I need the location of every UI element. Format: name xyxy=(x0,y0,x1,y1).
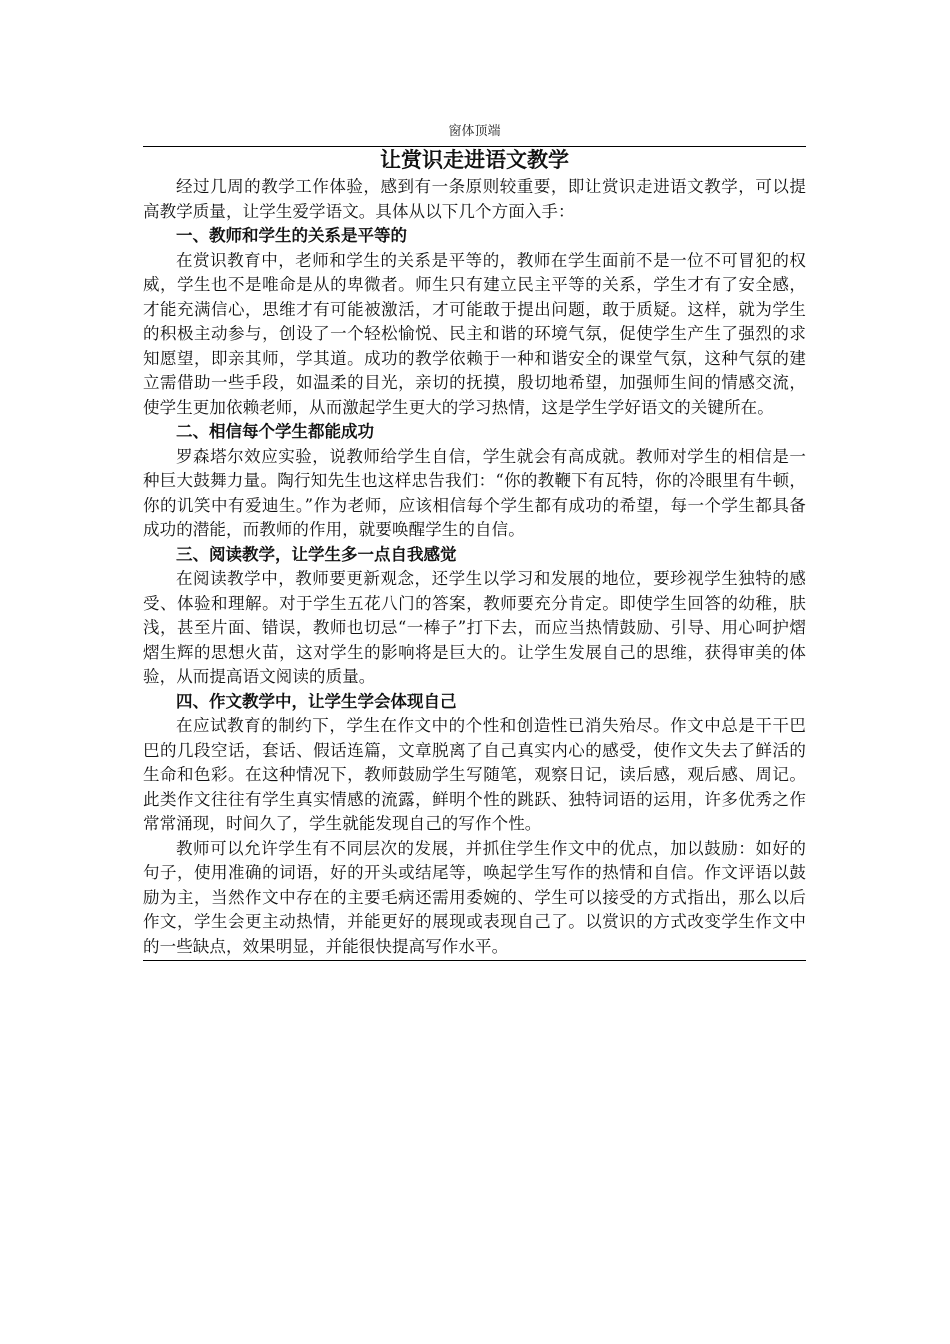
section-heading: 一、教师和学生的关系是平等的 xyxy=(176,226,407,245)
section-3 xyxy=(143,543,806,690)
section-paragraph: 在阅读教学中，教师要更新观念，还学生以学习和发展的地位，要珍视学生独特的感受、体验和理解。对于学生五花八门的答案，教师要充分肯定。即使学生回答的幼稚，肤浅，甚至片面、错误，教师也切忌“一棒子”打下去，而应当热情鼓励、引导、用心呵护熠熠生辉的思想火苗，这对学生的影响将是巨大的。让学生发展自己的思维，获得审美的体验，从而提高语文阅读的质量。 xyxy=(143,569,806,686)
section-heading: 二、相信每个学生都能成功 xyxy=(176,422,374,441)
document-title: 让赏识走进语文教学 xyxy=(380,147,569,172)
section-paragraph: 在应试教育的制约下，学生在作文中的个性和创造性已消失殆尽。作文中总是干干巴巴的几段空话，套话、假话连篇，文章脱离了自己真实内心的感受，使作文失去了鲜活的生命和色彩。在这种情况下，教师鼓励学生写随笔，观察日记，读后感，观后感、周记。此类作文往往有学生真实情感的流露，鲜明个性的跳跃、独特词语的运用，许多优秀之作常常涌现，时间久了，学生就能发现自己的写作个性。 xyxy=(143,716,806,833)
document-page xyxy=(143,122,806,961)
section-paragraph: 罗森塔尔效应实验，说教师给学生自信，学生就会有高成就。教师对学生的相信是一种巨大鼓舞力量。陶行知先生也这样忠告我们：“你的教鞭下有瓦特，你的冷眼里有牛顿，你的讥笑中有爱迪生。”作为老师，应该相信每个学生都有成功的希望，每一个学生都具备成功的潜能，而教师的作用，就要唤醒学生的自信。 xyxy=(143,446,806,539)
section-heading: 四、作文教学中，让学生学会体现自己 xyxy=(176,691,457,711)
section-2 xyxy=(143,420,806,543)
form-top-label: 窗体顶端 xyxy=(448,124,501,139)
section-paragraph: 在赏识教育中，老师和学生的关系是平等的，教师在学生面前不是一位不可冒犯的权威，学生也不是唯命是从的卑微者。师生只有建立民主平等的关系，学生才有了安全感，才能充满信心，思维才有可能被激活，才可能敢于提出问题，敢于质疑。这样，就为学生的积极主动参与，创设了一个轻松愉悦、民主和谐的环境气氛，促使学生产生了强烈的求知愿望，即亲其师，学其道。成功的教学依赖于一种和谐安全的课堂气氛，这种气氛的建立需借助一些手段，如温柔的目光，亲切的抚摸，殷切地希望，加强师生间的情感交流，使学生更加依赖老师，从而激起学生更大的学习热情，这是学生学好语文的关键所在。 xyxy=(143,250,806,417)
section-4 xyxy=(143,690,806,960)
section-1 xyxy=(143,224,806,420)
intro-paragraph: 经过几周的教学工作体验，感到有一条原则较重要，即让赏识走进语文教学，可以提高教学质量，让学生爱学语文。具体从以下几个方面入手： xyxy=(143,177,806,221)
bottom-divider xyxy=(143,960,806,961)
section-heading: 三、阅读教学，让学生多一点自我感觉 xyxy=(176,544,457,564)
section-paragraph: 教师可以允许学生有不同层次的发展，并抓住学生作文中的优点，加以鼓励：如好的句子，使用准确的词语，好的开头或结尾等，唤起学生写作的热情和自信。作文评语以鼓励为主，当然作文中存在的主要毛病还需用委婉的、学生可以接受的方式指出，那么以后作文，学生会更主动热情，并能更好的展现或表现自己了。以赏识的方式改变学生作文中的一些缺点，效果明显，并能很快提高写作水平。 xyxy=(143,838,806,956)
